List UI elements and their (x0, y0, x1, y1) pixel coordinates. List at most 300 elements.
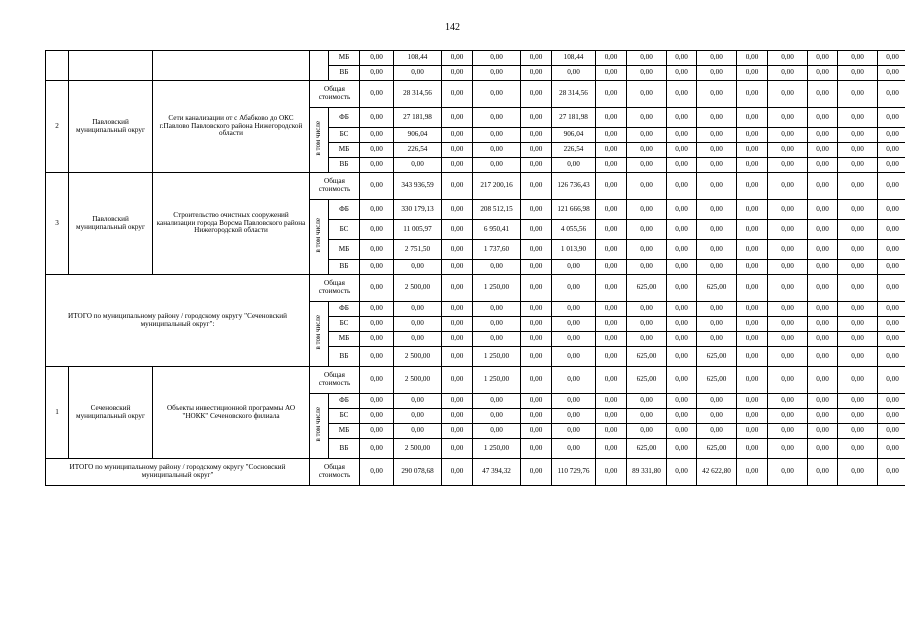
in-total-label (310, 302, 329, 367)
value-cell: 0,00 (442, 81, 473, 108)
value-cell: 0,00 (768, 439, 808, 459)
value-cell: 0,00 (667, 51, 697, 66)
value-cell: 0,00 (521, 367, 552, 394)
table-row (46, 173, 905, 200)
value-cell: 0,00 (667, 173, 697, 200)
value-cell: 0,00 (521, 240, 552, 260)
value-cell: 0,00 (596, 143, 627, 158)
value-cell: 0,00 (442, 143, 473, 158)
value-cell: 0,00 (808, 128, 838, 143)
value-cell: 226,54 (552, 143, 596, 158)
value-cell: 42 622,80 (697, 459, 737, 486)
value-cell: 2 500,00 (394, 347, 442, 367)
value-cell: 0,00 (394, 260, 442, 275)
value-cell: 0,00 (697, 424, 737, 439)
value-cell: 0,00 (627, 200, 667, 220)
value-cell: 0,00 (521, 143, 552, 158)
value-cell: 0,00 (737, 81, 768, 108)
value-cell: 0,00 (838, 143, 878, 158)
total-cost-label: Общая стоимость (310, 367, 360, 394)
value-cell: 0,00 (737, 459, 768, 486)
value-cell: 0,00 (808, 143, 838, 158)
value-cell: 0,00 (473, 317, 521, 332)
value-cell: 0,00 (442, 424, 473, 439)
value-cell: 0,00 (360, 424, 394, 439)
value-cell: 0,00 (473, 424, 521, 439)
value-cell: 0,00 (667, 367, 697, 394)
value-cell: 0,00 (360, 260, 394, 275)
value-cell: 108,44 (552, 51, 596, 66)
value-cell: 0,00 (838, 81, 878, 108)
value-cell: 0,00 (838, 51, 878, 66)
value-cell: 0,00 (768, 240, 808, 260)
value-cell: 0,00 (596, 424, 627, 439)
value-cell: 0,00 (360, 275, 394, 302)
value-cell: 0,00 (596, 302, 627, 317)
value-cell: 0,00 (552, 424, 596, 439)
value-cell: 0,00 (667, 143, 697, 158)
value-cell: 0,00 (697, 394, 737, 409)
value-cell: 1 250,00 (473, 367, 521, 394)
value-cell: 0,00 (878, 200, 905, 220)
value-cell: 0,00 (552, 439, 596, 459)
value-cell: 0,00 (808, 158, 838, 173)
value-cell: 28 314,56 (394, 81, 442, 108)
value-cell: 330 179,13 (394, 200, 442, 220)
value-cell: 0,00 (596, 394, 627, 409)
value-cell: 0,00 (768, 128, 808, 143)
value-cell: 0,00 (521, 128, 552, 143)
value-cell: 0,00 (808, 240, 838, 260)
value-cell: 0,00 (596, 260, 627, 275)
value-cell: 0,00 (552, 347, 596, 367)
value-cell: 0,00 (360, 66, 394, 81)
value-cell: 0,00 (667, 409, 697, 424)
value-cell: 0,00 (768, 275, 808, 302)
value-cell: 0,00 (768, 409, 808, 424)
value-cell: 0,00 (360, 51, 394, 66)
value-cell: 0,00 (768, 200, 808, 220)
value-cell: 0,00 (442, 367, 473, 394)
value-cell: 0,00 (838, 394, 878, 409)
value-cell: 0,00 (737, 439, 768, 459)
value-cell: 0,00 (667, 108, 697, 128)
total-cost-label: Общая стоимость (310, 459, 360, 486)
value-cell: 0,00 (768, 173, 808, 200)
value-cell: 0,00 (878, 332, 905, 347)
value-cell: 0,00 (768, 108, 808, 128)
value-cell: 0,00 (808, 439, 838, 459)
value-cell: 110 729,76 (552, 459, 596, 486)
value-cell: 0,00 (596, 51, 627, 66)
budget-category: ФБ (329, 302, 360, 317)
value-cell: 0,00 (768, 220, 808, 240)
value-cell: 0,00 (838, 409, 878, 424)
value-cell: 0,00 (552, 158, 596, 173)
value-cell: 0,00 (394, 158, 442, 173)
table-row (46, 275, 905, 302)
value-cell: 0,00 (667, 332, 697, 347)
value-cell: 0,00 (667, 200, 697, 220)
value-cell: 0,00 (878, 317, 905, 332)
budget-category: БС (329, 220, 360, 240)
value-cell: 0,00 (838, 275, 878, 302)
value-cell: 0,00 (442, 347, 473, 367)
value-cell: 11 005,97 (394, 220, 442, 240)
municipality-name (69, 51, 153, 81)
value-cell: 0,00 (360, 302, 394, 317)
object-description: Строительство очистных сооружений канализации города Ворсма Павловского района Нижегородской области (153, 173, 310, 275)
value-cell: 0,00 (697, 200, 737, 220)
value-cell: 0,00 (768, 347, 808, 367)
value-cell: 0,00 (808, 409, 838, 424)
value-cell: 0,00 (627, 81, 667, 108)
value-cell: 0,00 (737, 317, 768, 332)
value-cell: 0,00 (737, 240, 768, 260)
value-cell: 0,00 (442, 220, 473, 240)
value-cell: 0,00 (552, 394, 596, 409)
value-cell: 0,00 (878, 81, 905, 108)
value-cell: 0,00 (768, 66, 808, 81)
value-cell: 0,00 (596, 128, 627, 143)
value-cell: 0,00 (360, 317, 394, 332)
value-cell: 0,00 (768, 394, 808, 409)
value-cell: 1 250,00 (473, 347, 521, 367)
value-cell: 0,00 (521, 332, 552, 347)
value-cell: 0,00 (596, 173, 627, 200)
value-cell: 0,00 (838, 424, 878, 439)
value-cell: 0,00 (627, 317, 667, 332)
value-cell: 625,00 (627, 367, 667, 394)
value-cell: 0,00 (737, 424, 768, 439)
value-cell: 0,00 (878, 158, 905, 173)
value-cell: 0,00 (394, 302, 442, 317)
value-cell: 0,00 (442, 200, 473, 220)
value-cell: 2 751,50 (394, 240, 442, 260)
value-cell: 0,00 (360, 409, 394, 424)
value-cell: 121 666,98 (552, 200, 596, 220)
value-cell: 0,00 (838, 66, 878, 81)
value-cell: 0,00 (838, 439, 878, 459)
value-cell: 0,00 (838, 173, 878, 200)
value-cell: 0,00 (552, 260, 596, 275)
value-cell: 0,00 (878, 459, 905, 486)
value-cell: 0,00 (768, 81, 808, 108)
value-cell: 0,00 (360, 347, 394, 367)
value-cell: 0,00 (552, 409, 596, 424)
value-cell: 0,00 (768, 459, 808, 486)
value-cell: 0,00 (697, 128, 737, 143)
value-cell: 0,00 (878, 220, 905, 240)
value-cell: 126 736,43 (552, 173, 596, 200)
in-total-text: в том числе (314, 315, 323, 350)
value-cell: 0,00 (360, 143, 394, 158)
value-cell: 0,00 (521, 108, 552, 128)
value-cell: 0,00 (878, 394, 905, 409)
value-cell: 1 250,00 (473, 275, 521, 302)
value-cell: 0,00 (552, 66, 596, 81)
value-cell: 0,00 (697, 332, 737, 347)
value-cell: 0,00 (838, 220, 878, 240)
value-cell: 0,00 (442, 409, 473, 424)
value-cell: 0,00 (473, 66, 521, 81)
value-cell: 0,00 (552, 367, 596, 394)
value-cell: 0,00 (667, 260, 697, 275)
value-cell: 0,00 (521, 394, 552, 409)
value-cell: 0,00 (667, 439, 697, 459)
value-cell: 0,00 (521, 409, 552, 424)
budget-category: ВБ (329, 66, 360, 81)
value-cell: 0,00 (768, 158, 808, 173)
value-cell: 343 936,59 (394, 173, 442, 200)
value-cell: 0,00 (697, 143, 737, 158)
value-cell: 0,00 (838, 108, 878, 128)
value-cell: 0,00 (878, 143, 905, 158)
value-cell: 0,00 (697, 240, 737, 260)
value-cell: 0,00 (878, 108, 905, 128)
value-cell: 0,00 (442, 158, 473, 173)
value-cell: 625,00 (697, 275, 737, 302)
value-cell: 0,00 (737, 128, 768, 143)
budget-category: МБ (329, 143, 360, 158)
value-cell: 0,00 (878, 367, 905, 394)
value-cell: 0,00 (442, 66, 473, 81)
value-cell: 0,00 (442, 317, 473, 332)
value-cell: 0,00 (442, 459, 473, 486)
value-cell: 0,00 (596, 459, 627, 486)
table-row (46, 459, 905, 486)
value-cell: 0,00 (697, 317, 737, 332)
object-description (153, 51, 310, 81)
in-total-text: в том числе (314, 218, 323, 253)
value-cell: 0,00 (808, 317, 838, 332)
value-cell: 0,00 (442, 108, 473, 128)
value-cell: 0,00 (667, 275, 697, 302)
value-cell: 0,00 (360, 128, 394, 143)
value-cell: 0,00 (768, 332, 808, 347)
value-cell: 0,00 (697, 302, 737, 317)
value-cell: 0,00 (442, 51, 473, 66)
value-cell: 0,00 (442, 260, 473, 275)
value-cell: 0,00 (697, 409, 737, 424)
budget-category: МБ (329, 332, 360, 347)
value-cell: 0,00 (808, 220, 838, 240)
value-cell: 0,00 (878, 260, 905, 275)
value-cell: 0,00 (442, 128, 473, 143)
value-cell: 0,00 (627, 240, 667, 260)
value-cell: 1 013,90 (552, 240, 596, 260)
value-cell: 0,00 (808, 347, 838, 367)
in-total-label (310, 51, 329, 81)
value-cell: 89 331,80 (627, 459, 667, 486)
value-cell: 0,00 (596, 81, 627, 108)
value-cell: 0,00 (667, 424, 697, 439)
value-cell: 0,00 (697, 51, 737, 66)
value-cell: 906,04 (552, 128, 596, 143)
value-cell: 0,00 (878, 173, 905, 200)
group-total-label: ИТОГО по муниципальному району / городскому округу "Сеченовский муниципальный округ": (46, 275, 310, 367)
table-row (46, 81, 905, 108)
value-cell: 0,00 (473, 394, 521, 409)
value-cell: 2 500,00 (394, 367, 442, 394)
value-cell: 0,00 (838, 459, 878, 486)
value-cell: 0,00 (737, 394, 768, 409)
value-cell: 0,00 (596, 409, 627, 424)
value-cell: 625,00 (627, 275, 667, 302)
value-cell: 0,00 (808, 459, 838, 486)
value-cell: 0,00 (627, 158, 667, 173)
municipality-name: Павловский муниципальный округ (69, 81, 153, 173)
value-cell: 0,00 (697, 158, 737, 173)
value-cell: 0,00 (768, 51, 808, 66)
in-total-text: в том числе (314, 407, 323, 442)
value-cell: 0,00 (442, 332, 473, 347)
value-cell: 0,00 (596, 439, 627, 459)
value-cell: 0,00 (360, 439, 394, 459)
value-cell: 0,00 (360, 367, 394, 394)
value-cell: 625,00 (627, 439, 667, 459)
budget-table (45, 50, 905, 486)
value-cell: 0,00 (394, 66, 442, 81)
value-cell: 0,00 (473, 51, 521, 66)
value-cell: 0,00 (838, 317, 878, 332)
municipality-name: Павловский муниципальный округ (69, 173, 153, 275)
value-cell: 0,00 (667, 394, 697, 409)
value-cell: 0,00 (737, 51, 768, 66)
value-cell: 0,00 (596, 158, 627, 173)
value-cell: 0,00 (737, 347, 768, 367)
value-cell: 0,00 (838, 128, 878, 143)
value-cell: 0,00 (838, 332, 878, 347)
value-cell: 290 078,68 (394, 459, 442, 486)
value-cell: 0,00 (808, 173, 838, 200)
value-cell: 0,00 (394, 394, 442, 409)
value-cell: 0,00 (360, 220, 394, 240)
value-cell: 0,00 (667, 240, 697, 260)
in-total-label (310, 108, 329, 173)
value-cell: 0,00 (521, 439, 552, 459)
value-cell: 0,00 (737, 260, 768, 275)
value-cell: 0,00 (878, 240, 905, 260)
budget-category: ВБ (329, 158, 360, 173)
value-cell: 0,00 (596, 317, 627, 332)
value-cell: 0,00 (667, 302, 697, 317)
value-cell: 0,00 (360, 173, 394, 200)
value-cell: 0,00 (737, 108, 768, 128)
value-cell: 0,00 (808, 394, 838, 409)
budget-category: ВБ (329, 439, 360, 459)
value-cell: 0,00 (596, 200, 627, 220)
value-cell: 0,00 (808, 260, 838, 275)
value-cell: 0,00 (442, 173, 473, 200)
value-cell: 0,00 (768, 302, 808, 317)
value-cell: 0,00 (808, 424, 838, 439)
budget-category: БС (329, 317, 360, 332)
value-cell: 0,00 (697, 108, 737, 128)
object-description: Сети канализации от с Абабково до ОКС г.Павлово Павловского района Нижегородской области (153, 81, 310, 173)
value-cell: 0,00 (596, 367, 627, 394)
row-number: 1 (46, 367, 69, 459)
value-cell: 0,00 (697, 260, 737, 275)
value-cell: 0,00 (360, 459, 394, 486)
value-cell: 0,00 (360, 240, 394, 260)
value-cell: 0,00 (878, 409, 905, 424)
value-cell: 208 512,15 (473, 200, 521, 220)
value-cell: 0,00 (697, 220, 737, 240)
value-cell: 2 500,00 (394, 439, 442, 459)
value-cell: 0,00 (552, 302, 596, 317)
value-cell: 0,00 (521, 158, 552, 173)
value-cell: 0,00 (521, 347, 552, 367)
value-cell: 0,00 (768, 260, 808, 275)
value-cell: 0,00 (596, 220, 627, 240)
value-cell: 0,00 (808, 200, 838, 220)
value-cell: 0,00 (521, 200, 552, 220)
value-cell: 0,00 (737, 367, 768, 394)
value-cell: 0,00 (737, 143, 768, 158)
value-cell: 0,00 (667, 459, 697, 486)
value-cell: 0,00 (596, 240, 627, 260)
budget-category: ФБ (329, 200, 360, 220)
row-number: 3 (46, 173, 69, 275)
value-cell: 0,00 (521, 424, 552, 439)
value-cell: 6 950,41 (473, 220, 521, 240)
budget-category: ФБ (329, 394, 360, 409)
value-cell: 0,00 (521, 173, 552, 200)
value-cell: 0,00 (360, 394, 394, 409)
value-cell: 0,00 (521, 66, 552, 81)
value-cell: 1 737,60 (473, 240, 521, 260)
value-cell: 0,00 (521, 81, 552, 108)
value-cell: 0,00 (627, 220, 667, 240)
budget-category: ФБ (329, 108, 360, 128)
value-cell: 625,00 (697, 367, 737, 394)
value-cell: 0,00 (627, 424, 667, 439)
value-cell: 0,00 (697, 66, 737, 81)
value-cell: 0,00 (667, 347, 697, 367)
value-cell: 0,00 (360, 200, 394, 220)
value-cell: 0,00 (627, 302, 667, 317)
value-cell: 0,00 (596, 275, 627, 302)
value-cell: 0,00 (838, 260, 878, 275)
value-cell: 0,00 (878, 128, 905, 143)
in-total-label (310, 200, 329, 275)
value-cell: 226,54 (394, 143, 442, 158)
value-cell: 0,00 (596, 347, 627, 367)
value-cell: 0,00 (697, 81, 737, 108)
value-cell: 0,00 (442, 275, 473, 302)
value-cell: 0,00 (627, 51, 667, 66)
value-cell: 0,00 (473, 158, 521, 173)
value-cell: 0,00 (360, 332, 394, 347)
value-cell: 0,00 (596, 332, 627, 347)
value-cell: 0,00 (627, 128, 667, 143)
value-cell: 28 314,56 (552, 81, 596, 108)
value-cell: 0,00 (878, 347, 905, 367)
value-cell: 0,00 (521, 302, 552, 317)
budget-category: ВБ (329, 260, 360, 275)
value-cell: 0,00 (667, 220, 697, 240)
value-cell: 0,00 (442, 240, 473, 260)
value-cell: 0,00 (697, 173, 737, 200)
total-cost-label: Общая стоимость (310, 275, 360, 302)
value-cell: 0,00 (768, 424, 808, 439)
value-cell: 0,00 (667, 317, 697, 332)
value-cell: 0,00 (878, 51, 905, 66)
value-cell: 0,00 (627, 332, 667, 347)
value-cell: 0,00 (360, 158, 394, 173)
row-number: 2 (46, 81, 69, 173)
